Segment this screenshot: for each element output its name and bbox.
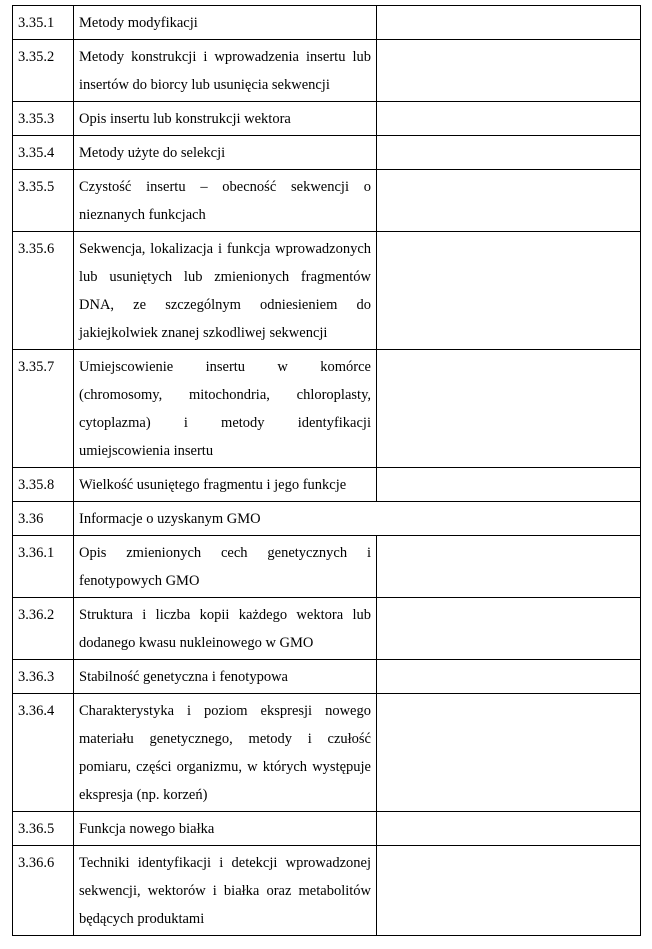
row-description: Opis insertu lub konstrukcji wektora	[74, 102, 377, 136]
row-description: Techniki identyfikacji i detekcji wprowadzonej sekwencji, wektorów i białka oraz metabolitów będących produktami	[74, 846, 377, 936]
row-value-cell	[377, 660, 641, 694]
row-value-cell	[377, 694, 641, 812]
row-description: Stabilność genetyczna i fenotypowa	[74, 660, 377, 694]
row-description: Opis zmienionych cech genetycznych i fenotypowych GMO	[74, 536, 377, 598]
row-number: 3.35.6	[13, 232, 74, 350]
table-row	[13, 102, 641, 136]
row-number: 3.36.5	[13, 812, 74, 846]
row-number: 3.35.3	[13, 102, 74, 136]
row-value-cell	[377, 6, 641, 40]
table-row	[13, 40, 641, 102]
row-value-cell	[377, 170, 641, 232]
table-row	[13, 598, 641, 660]
table-row	[13, 468, 641, 502]
row-number: 3.36	[13, 502, 74, 536]
table-row	[13, 170, 641, 232]
row-description: Sekwencja, lokalizacja i funkcja wprowadzonych lub usuniętych lub zmienionych fragmentów DNA, ze szczególnym odniesieniem do jakiejkolwiek znanej szkodliwej sekwencji	[74, 232, 377, 350]
row-description: Funkcja nowego białka	[74, 812, 377, 846]
row-value-cell	[377, 536, 641, 598]
table-row	[13, 350, 641, 468]
row-description: Metody użyte do selekcji	[74, 136, 377, 170]
row-number: 3.35.4	[13, 136, 74, 170]
table-row	[13, 536, 641, 598]
requirements-table	[12, 5, 641, 936]
table-row	[13, 812, 641, 846]
row-value-cell	[377, 812, 641, 846]
row-description: Wielkość usuniętego fragmentu i jego funkcje	[74, 468, 377, 502]
row-description: Struktura i liczba kopii każdego wektora lub dodanego kwasu nukleinowego w GMO	[74, 598, 377, 660]
row-number: 3.35.8	[13, 468, 74, 502]
row-value-cell	[377, 102, 641, 136]
row-description: Czystość insertu – obecność sekwencji o nieznanych funkcjach	[74, 170, 377, 232]
row-number: 3.35.7	[13, 350, 74, 468]
row-description: Metody modyfikacji	[74, 6, 377, 40]
table-row	[13, 660, 641, 694]
section-title: Informacje o uzyskanym GMO	[74, 502, 641, 536]
row-value-cell	[377, 350, 641, 468]
row-value-cell	[377, 40, 641, 102]
row-number: 3.36.3	[13, 660, 74, 694]
row-number: 3.35.5	[13, 170, 74, 232]
row-value-cell	[377, 598, 641, 660]
row-number: 3.36.4	[13, 694, 74, 812]
section-header-row	[13, 502, 641, 536]
row-number: 3.35.2	[13, 40, 74, 102]
table-row	[13, 232, 641, 350]
row-description: Charakterystyka i poziom ekspresji nowego materiału genetycznego, metody i czułość pomiaru, części organizmu, w których występuje ekspresja (np. korzeń)	[74, 694, 377, 812]
row-value-cell	[377, 136, 641, 170]
row-description: Umiejscowienie insertu w komórce (chromosomy, mitochondria, chloroplasty, cytoplazma) i metody identyfikacji umiejscowienia insertu	[74, 350, 377, 468]
row-value-cell	[377, 846, 641, 936]
row-number: 3.35.1	[13, 6, 74, 40]
row-number: 3.36.6	[13, 846, 74, 936]
row-number: 3.36.1	[13, 536, 74, 598]
table-row	[13, 846, 641, 936]
row-description: Metody konstrukcji i wprowadzenia insertu lub insertów do biorcy lub usunięcia sekwencji	[74, 40, 377, 102]
table-row	[13, 136, 641, 170]
row-value-cell	[377, 232, 641, 350]
row-value-cell	[377, 468, 641, 502]
table-row	[13, 694, 641, 812]
row-number: 3.36.2	[13, 598, 74, 660]
table-row	[13, 6, 641, 40]
